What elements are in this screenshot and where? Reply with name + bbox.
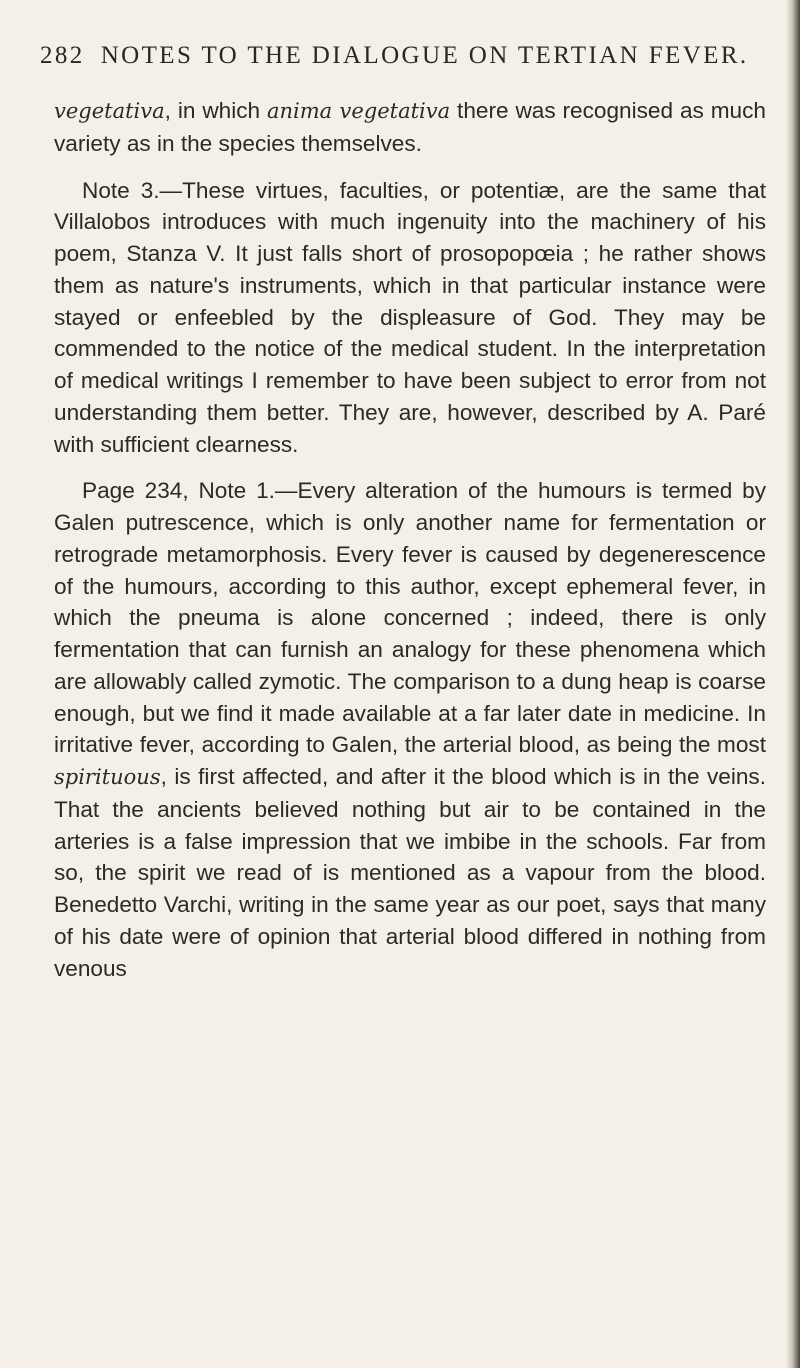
- page-edge-shadow: [786, 0, 800, 1368]
- italic-term: anima vegetativa: [267, 99, 451, 123]
- paragraph-continuation: [54, 95, 766, 160]
- running-header: [40, 42, 749, 70]
- body-text: [54, 95, 766, 984]
- page-number: 282: [40, 42, 85, 69]
- paragraph-note-3: Note 3.—These virtues, faculties, or potentiæ, are the same that Villalobos introduces with much ingenuity into the machinery of his poem, Stanza V. It just falls short of prosopopœia ; he rather shows them as nature's instruments, which in that particular instance were stayed or enfeebled by the displeasure of God. They may be commended to the notice of the medical student. In the interpretation of medical writings I remember to have been subject to error from not understanding them better. They are, however, described by A. Paré with sufficient clearness.: [54, 177, 766, 457]
- text-run: Page 234, Note 1.—Every alteration of the humours is termed by Galen putrescence, which is only another name for fermentation or retrograde metamorphosis. Every fever is caused by degenerescence of the humours, according to this author, except ephemeral fever, in which the pneuma is alone concerned ; indeed, there is only fermentation that can furnish an analogy for these phenomena which are allowably called zymotic. The comparison to a dung heap is coarse enough, but we find it made available at a far later date in medicine. In irritative fever, according to Galen, the arterial blood, as being the most: [54, 478, 766, 758]
- running-title: NOTES TO THE DIALOGUE ON TERTIAN FEVER.: [100, 42, 749, 69]
- italic-term: vegetativa: [54, 99, 165, 123]
- italic-term: spirituous: [54, 765, 161, 789]
- text-run: , is first affected, and after it the blood which is in the veins. That the ancients believed nothing but air to be contained in the arteries is a false impression that we imbibe in the schools. Far from so, the spirit we read of is mentioned as a vapour from the blood. Benedetto Varchi, writing in the same year as our poet, says that many of his date were of opinion that arterial blood differed in nothing from venous: [54, 764, 766, 981]
- text-run: , in which: [164, 98, 267, 123]
- text-run: there was recognised as much variety as in the species themselves.: [54, 98, 766, 156]
- paragraph-page-234-note-1: [54, 475, 766, 984]
